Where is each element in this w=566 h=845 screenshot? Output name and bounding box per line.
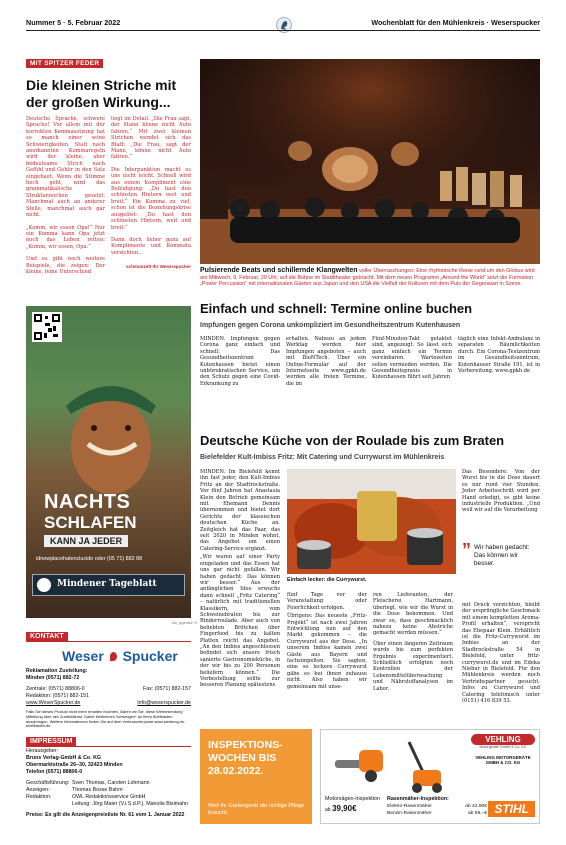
imp-val: Thomas Bosse Bahm	[72, 787, 123, 793]
imp-val: OWL Redaktionsservice GmbH	[72, 794, 146, 800]
impressum-label: IMPRESSUM	[26, 737, 76, 746]
article2-paragraph: mit Druck verzichten, bleibt der ursprüngliche Geschmack mit einem kompletten Aroma-Profil erhalten“, verspricht das Ehepaar Klein. Erhältlich ist die Fritz-Currywurst im Imbiss an der Stadtrockstraße 54 in Bielefeld, unter fritz-currywurst.de und im Edeka Niebur in Bielefeld. Für den Mühlenkreis werden noch Vertriebspartner gesucht. Infos zu Currywurst und Catering telefonisch unter (0151) 416 839 53.	[462, 602, 540, 705]
imp-val: Leitung: Jörg Maier (V.i.S.d.P.), Manolia Bisimahn	[72, 801, 189, 807]
logo-spucker: Spucker	[122, 648, 178, 664]
insp-text: Weil Ihr Gartengerät die richtige Pflege braucht.	[208, 803, 305, 816]
pull-quote-text: Wir haben gedacht: Das können wir besser.	[474, 544, 530, 568]
mower1: Elektro-Rasenmäher	[387, 804, 432, 809]
column-title: Die kleinen Striche mit der großen Wirkung...	[26, 77, 177, 110]
publisher-label: Herausgeber:	[26, 748, 59, 754]
column-text-2	[111, 116, 191, 269]
vehling-logo	[471, 734, 535, 765]
article2-title: Deutsche Küche von der Roulade bis zum Braten	[200, 433, 505, 448]
article1-col: erhalten. Nahezu an jedem Werktag werden hier Impfungen angeboten – auch mit BioNTech. Über ein Online-Formular auf der Internetseite www.gpkh.de werden alle freien Termine, die im	[286, 336, 366, 387]
mower2: Benzin-Rasenmäher	[387, 811, 432, 816]
article2-subtitle: Bielefelder Kult-Imbiss Fritz: Mit Catering und Currywurst im Mühlenkreis	[200, 454, 445, 461]
publisher-address: Obermarktstraße 26–30, 32423 Minden	[26, 762, 123, 768]
caption-bold: Pulsierende Beats und schillernde Klangwelten	[200, 267, 358, 274]
mower-offer	[387, 796, 487, 817]
kontakt-rule	[26, 641, 191, 642]
vehling-brand-sub: Motorgeräte GmbH & Co. KG	[479, 745, 527, 749]
column-paragraph: Und es gibt noch weitere Beispiele, die zeigen: Der kleine, feine Unterschied	[26, 256, 105, 275]
pull-quote	[462, 540, 540, 569]
article2-col-4	[462, 469, 540, 514]
article1-col: täglich eine Infekt-Ambulanz in separaten Räumlichkeiten durch. Ein Corona-Testzentrum im Gesundheitszentrum, Kutenhauser Straße 191, ist in Vorbereitung. www.gpkh.de	[458, 336, 540, 375]
quote-mark-icon: ”	[462, 540, 471, 560]
article2-paragraph: MINDEN. Im Bielefeld kennt ihn fast jeder, den Kult-Imbiss Fritz an der Stadtrockstraße. Vor fünf Jahren hat Anastasia Klein den Betrieb gemeinsam mit Ehemann Dennis übernommen und bietet dort Gerichte der klassischen deutschen Küche an. Zeitgleich hat das Paar, das seit 2020 in Minden wohnt, das Angebot um einen Catering-Service ergänzt.	[200, 469, 280, 552]
mower-icon	[399, 736, 445, 796]
vehling-brand: VEHLING	[471, 734, 535, 745]
article2-paragraph: fünf Tage vor der Veranstaltung oder Feierlichkeit erfolgen.	[287, 592, 367, 611]
ad-brand: Mindener Tageblatt	[57, 579, 157, 589]
kontakt-label: KONTAKT	[26, 632, 68, 641]
logo-weser: Weser	[62, 648, 104, 664]
ad-brand-bar	[32, 574, 185, 596]
article2-paragraph: „Wir waren auf einer Party eingeladen und das Essen hat uns gar nicht gefallen. Wir haben gedacht: Das können wir besser.“ Aus der anfänglichen Idee erwuchs dann schnell „Fritz Catering“ – natürlich mit traditionellen Klassikern, vom Schweinebraten bis zur Rinderroulade. Aber auch von beliebten Brötchen über Fingerfood bis zu kalten Platten reicht das Angebot. „An den Imbiss angeschlossen befindet sich unsere frisch sanierte Gastronomieküche, in der wir bis zu 200 Personen beliefern können.“ Die Vorbestellung sollte zur besseren Planung spätestens	[200, 554, 280, 689]
article2-paragraph: Über einen längeren Zeitraum wurde bis zum perfekten Ergebnis experimentiert. Schließlich erfolgten noch Kontrollen der Lebensmittelüberwachung und Nährstoffanalysen im Labor.	[373, 640, 453, 692]
column-paragraph: Dann doch lieber ganz auf Komplimente und Kommata verzichten...	[111, 236, 191, 256]
mower1-price: ab 42,90€	[465, 804, 487, 809]
impressum-block	[26, 748, 191, 819]
insp-title: INSPEKTIONS-WOCHEN BIS 28.02.2022.	[208, 739, 283, 777]
header-rule	[26, 30, 540, 31]
redaktion-phone: Redaktion: (0571) 882-151	[26, 693, 90, 699]
weserspucker-logo	[62, 648, 178, 664]
article2-paragraph: ren Lieferanten, der Fleischerei Hartmann, überlegt, wie wir die Wurst in die Dose bekommen. Und zwar so, dass geschmacklich nahezu keine Abstriche gemacht werden müssen.“	[373, 592, 453, 637]
inspection-ad[interactable]	[200, 729, 312, 824]
imp-key: Geschäftsführung:	[26, 780, 70, 786]
column-paragraph: Die Interpunktion macht es uns nicht leicht. Schnell wird aus einem Kompliment eine Beleidigung: „Du hast den schönsten Hintern weit und breit.“ Ein Komma zu viel, schon ist die Beziehungskrise ausgelöst: „Du hast den schönsten Hintern, weit und breit.“	[111, 166, 191, 231]
ad-headline	[44, 491, 137, 532]
saw-prefix: ab	[325, 807, 331, 813]
caption-text: voller Überraschungen: Eine rhythmische Reise rund um den Globus wird am Mittwoch, 9. Februar, 20 Uhr, auf die Bühne im Stadttheater gebracht. Mit dem neuen Programm „Around the World“ setzt die Formation „Power Percussion“ mit internationalen Gästen aus Japan und den USA die Vielfalt der Kulturen mit dem Puls der Gegenwart in Szene.	[200, 268, 535, 288]
article2-paragraph: Übrigens: Das neueste „Fritz-Projekt“ ist nach zwei Jahren Entwicklung nun auf den Markt gekommen – die Currywurst aus der Dose. „In unserem Imbiss kamen zwei Gäste aus Bayern und fachsimpelten. Sie sagten, eine so leckere Currywurst gäbe es bei ihnen zuhause nicht. Also haben wir gemeinsam mit unse-	[287, 613, 367, 690]
price-list: Preise: Es gilt die Anzeigenpreisliste Nr. 61 vom 1. Januar 2022	[26, 812, 185, 818]
mower-label: Rasenmäher-Inspektion:	[387, 796, 449, 802]
publisher-name: Bruns Verlag-GmbH & Co. KG	[26, 755, 102, 761]
ad-slogan: KANN JA JEDER	[44, 535, 128, 547]
imp-val: Sven Thomas, Carsten Lohmann	[72, 780, 150, 786]
logo-drop-icon	[110, 652, 117, 661]
chainsaw-icon	[329, 736, 389, 792]
reklamation-label: Reklamation Zustellung:	[26, 668, 88, 674]
ad-contact: idnewplacehatenclucide oder (05 71) 882 88	[36, 556, 143, 562]
website-link[interactable]: www.WeserSpucker.de	[26, 700, 81, 706]
newspaper-ad[interactable]	[26, 306, 191, 618]
paper-name: Wochenblatt für den Mühlenkreis · Weserspucker	[371, 18, 540, 27]
qr-code-icon	[32, 312, 62, 342]
brand-seal-icon	[37, 578, 51, 592]
article2-paragraph: Das Besondere: Von der Wurst bis in die Dose dauert es nur rund vier Stunden. Jeder Arbeitsschritt wird per Hand erledigt, es gibt keine industrielle Produktion. „Und weil wir auf die Verarbeitung	[462, 469, 540, 514]
saw-offer	[325, 796, 380, 813]
article2-col-3	[373, 592, 453, 692]
fax-phone: Fax: (0571) 882-157	[143, 686, 191, 692]
saw-label: Motorsägen-Inspektion	[325, 796, 380, 802]
article2-photo-caption: Einfach lecker: die Currywurst.	[287, 577, 367, 583]
ad-person	[56, 366, 166, 486]
ad-line-1: NACHTS	[44, 491, 131, 513]
imp-key	[26, 801, 72, 808]
imp-key: Anzeigen:	[26, 787, 50, 793]
column-paragraph: „Komm, wir essen Opa!“ Nur ein Komma kann Opa jetzt noch das Leben retten: „Komm, wir essen, Opa.“	[26, 224, 105, 250]
zentrale-phone: Zentrale: (0571) 88806-0	[26, 686, 85, 692]
article1-subtitle: Impfungen gegen Corona unkompliziert im Gesundheitszentrum Kutenhausen	[200, 322, 461, 329]
article1-col: Fünf-Minuten-Takt getaktet sind, angezeigt. So lässt sich ganz einfach ein Termin vereinbaren. Wartezeiten sollen vermieden werden. Die Gesundheitspraxis in Kutenhausen führt seit Jahren	[372, 336, 452, 381]
issue-date: Nummer 5 · 5. Februar 2022	[26, 18, 121, 27]
photo-caption	[200, 268, 540, 288]
percussion-photo	[200, 59, 540, 264]
vehling-company: VEHLING MOTORGERÄTE GMBH & CO. KG	[475, 755, 531, 765]
reklamation-phone: Minden (0571) 882-72	[26, 675, 80, 681]
column-paragraph: Deutsche Sprache, schwere Sprache! Vor allem mit der korrekten Kommasetzung hat so manch einer seine Schwierigkeiten. Statt nach anerkannten Kommaregeln wird der kleine, aber bedeutsame Strich nach Gefühl und Gehör in den Satz eingebaut. Wenn die Stimme hoch geht, wird das grammatikalische Strukturzeichen gesetzt. Manchmal auch an anderer Stelle, manchmal auch gar nicht.	[26, 116, 105, 219]
ad-ref: Ab_agentur+3	[172, 620, 198, 625]
mower2-price: ab 59,–€	[467, 811, 487, 816]
imp-key: Redaktion:	[26, 794, 52, 800]
article2-col-2	[287, 592, 367, 690]
currywurst-photo	[287, 469, 456, 574]
article1-col: MINDEN. Impfungen gegen Corona ganz einfach und schnell: Das Gesundheitszentrum Kutenhausen bietet einen unbürokratischen Service, um den Schutz gegen eine Covid-Erkrankung zu	[200, 336, 280, 387]
column-kicker: MIT SPITZER FEDER	[26, 59, 103, 68]
kontakt-note: Falls Sie dieses Produkt nicht mehr erhalten möchten, klären wir Sie, diese Werbesendung Mitteilung über den Zustelldienst. Daher bestimmen Schweigen* an Ihren Briefkasten anzubringen. Weitere Informationen finden Sie auf dem Verbraucherportal www.werbung-im-briefkasten.de.	[26, 709, 186, 729]
article1-title: Einfach und schnell: Termine online buchen	[200, 301, 473, 316]
column-paragraph: liegt im Detail. „Die Frau sagt, der Mann könne nicht Auto fahren.“ Mit zwei kleinen Strichen wendet sich das Blatt: „Die Frau, sagt der Mann, könne nicht Auto fahren.“	[111, 116, 191, 161]
publisher-phone: Telefon (0571) 88806-0	[26, 769, 83, 775]
impressum-rule	[26, 746, 191, 747]
kontakt-block	[26, 668, 191, 729]
email-link[interactable]: info@weserspucker.de	[137, 700, 191, 706]
saw-price: 39,90€	[332, 804, 357, 813]
stihl-logo: STIHL	[488, 801, 535, 817]
ad-line-2: SCHLAFEN	[44, 513, 137, 532]
article2-col-1	[200, 469, 280, 689]
column-text-1	[26, 116, 105, 275]
stihl-ad[interactable]	[320, 729, 540, 824]
article2-col-4b	[462, 602, 540, 705]
column-signature: schmunzelt Ihr Weserspucker	[125, 264, 191, 270]
